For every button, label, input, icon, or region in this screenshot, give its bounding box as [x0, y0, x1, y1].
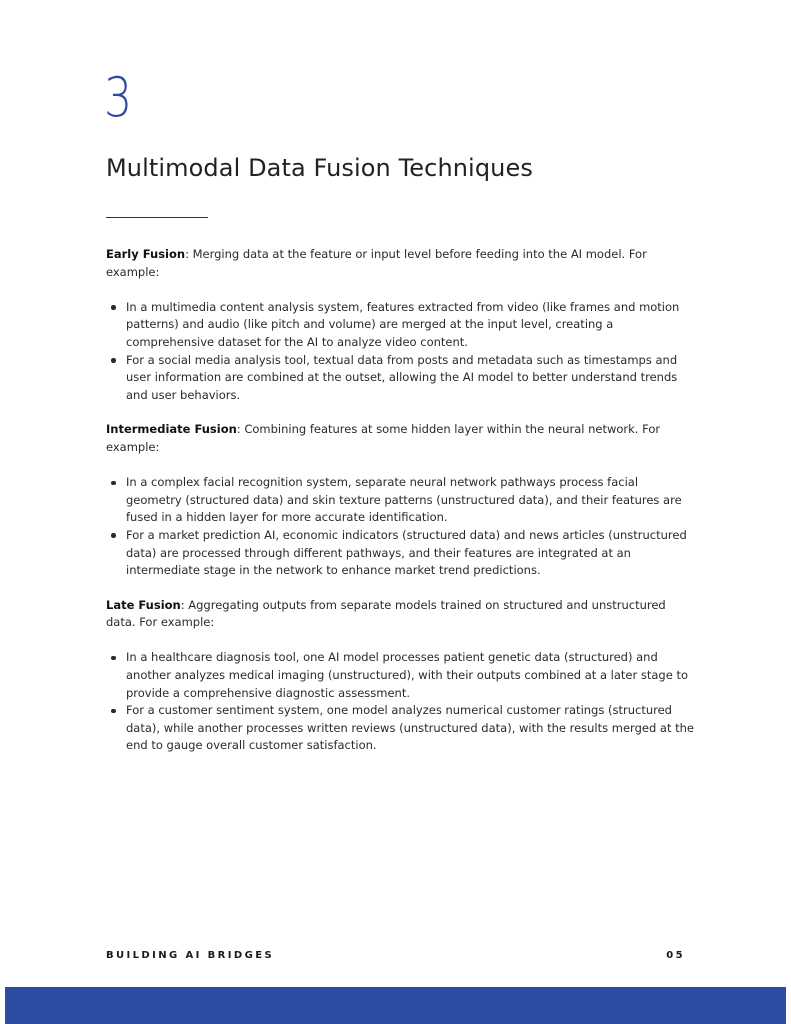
- list-item-text: In a multimedia content analysis system, features extracted from video (like frames and motion patterns) and audio (like pitch and volume) are merged at the input level, creating a comprehensive dataset for the AI to analyze video content.: [126, 299, 680, 349]
- bullet-dot-icon: [111, 533, 116, 538]
- list-item: [106, 474, 696, 527]
- list-item-text: In a complex facial recognition system, separate neural network pathways process facial geometry (structured data) and skin texture patterns (unstructured data), and their features are fused in a hidden layer for more accurate identification.: [126, 475, 682, 525]
- list-item-text: For a market prediction AI, economic indicators (structured data) and news articles (unstructured data) are processed through different pathways, and their features are integrated at an intermediate stage in the network to enhance market trend predictions.: [126, 527, 687, 578]
- bullet-dot-icon: [111, 709, 116, 714]
- page-title: Multimodal Data Fusion Techniques: [106, 154, 533, 182]
- bullet-dot-icon: [111, 305, 116, 310]
- section-term: Intermediate Fusion: [106, 422, 237, 437]
- list-item: [106, 352, 696, 405]
- list-item: [106, 299, 696, 352]
- section-intro: [106, 421, 696, 456]
- body-content: [106, 246, 696, 772]
- section-intro: [106, 246, 696, 281]
- section-intro-text: : Aggregating outputs from separate models trained on structured and unstructured data. For example:: [106, 597, 666, 630]
- bullet-dot-icon: [111, 656, 116, 661]
- bullet-dot-icon: [111, 358, 116, 363]
- bullet-list: [106, 474, 696, 580]
- section-intro-text: : Combining features at some hidden layer within the neural network. For example:: [106, 422, 661, 454]
- list-item: [106, 527, 696, 580]
- list-item-text: In a healthcare diagnosis tool, one AI model processes patient genetic data (structured) and another analyzes medical imaging (unstructured), with their outputs combined at a later stage to provide a comprehensive diagnostic assessment.: [126, 650, 689, 700]
- footer-book-title: BUILDING AI BRIDGES: [106, 950, 275, 961]
- footer-band: [5, 987, 786, 1024]
- section-intro-text: : Merging data at the feature or input level before feeding into the AI model. For example:: [106, 247, 647, 279]
- title-divider: [106, 217, 208, 218]
- section-intermediate-fusion: [106, 421, 696, 579]
- list-item-text: For a social media analysis tool, textual data from posts and metadata such as timestamps and user information are combined at the outset, allowing the AI model to better understand trends and user behaviors.: [126, 352, 678, 402]
- list-item-text: For a customer sentiment system, one model analyzes numerical customer ratings (structured data), while another processes written reviews (unstructured data), with the results merged at the end to gauge overall customer satisfaction.: [126, 703, 694, 753]
- chapter-number: 3: [104, 66, 133, 129]
- footer-page-number: 05: [666, 950, 685, 961]
- section-late-fusion: [106, 597, 696, 755]
- list-item: [106, 702, 696, 755]
- section-term: Late Fusion: [106, 597, 181, 612]
- section-term: Early Fusion: [106, 247, 186, 261]
- section-intro: [106, 597, 696, 632]
- bullet-list: [106, 649, 696, 755]
- list-item: [106, 649, 696, 702]
- bullet-list: [106, 299, 696, 405]
- bullet-dot-icon: [111, 481, 116, 486]
- section-early-fusion: [106, 246, 696, 404]
